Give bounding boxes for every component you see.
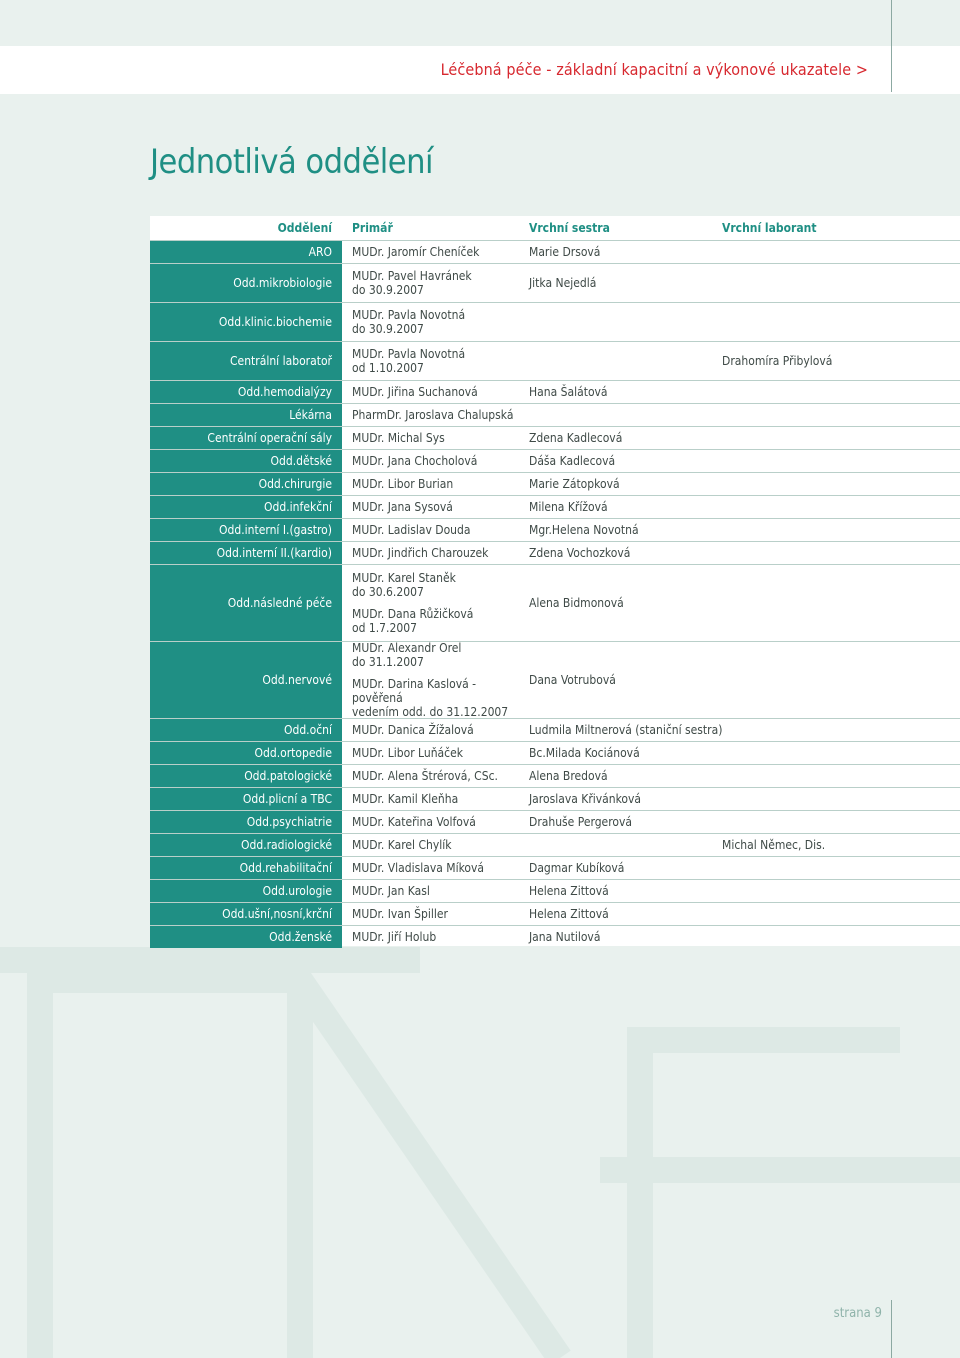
department-cell: Odd.rehabilitační [150,857,342,879]
table-row [150,473,960,495]
primar-cell [342,742,529,764]
primar-cell [342,857,529,879]
primar-line: MUDr. Jana Sysová [352,500,453,514]
primar-cell [342,473,529,495]
primar-cell [342,880,529,902]
table-row [150,811,960,833]
department-cell: Odd.ortopedie [150,742,342,764]
department-cell: Odd.následné péče [150,565,342,641]
primar-line: MUDr. Jana Chocholová [352,454,478,468]
table-row [150,719,960,741]
primar-line: MUDr. Darina Kaslová - pověřená [352,677,477,705]
department-cell: Odd.patologické [150,765,342,787]
primar-line: MUDr. Pavla Novotná [352,347,466,361]
table-body [150,240,960,948]
primar-line: PharmDr. Jaroslava Chalupská [352,408,514,422]
laborant-cell [722,303,960,341]
laborant-cell [722,926,960,948]
primar-cell [342,565,529,641]
primar-cell [342,303,529,341]
primar-line: MUDr. Alexandr Orel [352,641,462,655]
table-row [150,404,960,426]
table-row [150,857,960,879]
department-cell: Odd.dětské [150,450,342,472]
sestra-cell: Milena Křížová [529,500,608,514]
primar-line: MUDr. Alena Štrérová, CSc. [352,769,498,783]
table-row [150,519,960,541]
laborant-cell [722,903,960,925]
primar-line: do 30.9.2007 [352,283,424,297]
department-cell: Odd.interní II.(kardio) [150,542,342,564]
primar-line: MUDr. Libor Luňáček [352,746,463,760]
table-row [150,903,960,925]
table-row [150,427,960,449]
sestra-cell: Drahuše Pergerová [529,815,632,829]
primar-line: MUDr. Pavel Havránek [352,269,472,283]
primar-cell [342,811,529,833]
primar-cell [342,788,529,810]
laborant-cell [722,542,960,564]
primar-cell [342,264,529,302]
primar-line: MUDr. Jiří Holub [352,930,437,944]
department-cell: Odd.infekční [150,496,342,518]
sestra-cell: Dáša Kadlecová [529,454,616,468]
sestra-cell: Zdena Vochozková [529,546,631,560]
laborant-cell [722,381,960,403]
column-header-department: Oddělení [150,216,342,240]
primar-line: do 31.1.2007 [352,655,424,669]
table-row [150,926,960,948]
table-row [150,765,960,787]
laborant-cell [722,642,960,718]
laborant-cell [722,496,960,518]
table-row [150,742,960,764]
primar-line: MUDr. Dana Růžičková [352,607,474,621]
primar-cell [342,719,529,741]
table-header [150,216,960,240]
table-row [150,241,960,263]
primar-line: MUDr. Jiřina Suchanová [352,385,478,399]
laborant-cell [722,811,960,833]
department-cell: Odd.chirurgie [150,473,342,495]
primar-cell [342,834,529,856]
table-row [150,834,960,856]
page-title: Jednotlivá oddělení [150,142,434,182]
table-row [150,565,960,641]
section-breadcrumb[interactable]: Léčebná péče - základní kapacitní a výkonové ukazatele > [440,60,868,79]
department-cell: Odd.interní I.(gastro) [150,519,342,541]
department-cell: Odd.oční [150,719,342,741]
department-cell: Centrální operační sály [150,427,342,449]
sestra-cell [529,404,722,426]
department-cell: Lékárna [150,404,342,426]
primar-cell [342,903,529,925]
laborant-cell [722,565,960,641]
sestra-cell: Zdena Kadlecová [529,431,623,445]
primar-line: MUDr. Karel Chylík [352,838,452,852]
laborant-cell [722,719,960,741]
laborant-cell [722,880,960,902]
laborant-cell [722,519,960,541]
primar-cell [342,241,529,263]
laborant-cell [722,765,960,787]
primar-line: do 30.6.2007 [352,585,424,599]
primar-line: MUDr. Jan Kasl [352,884,430,898]
sestra-cell: Hana Šalátová [529,385,608,399]
primar-line: MUDr. Ladislav Douda [352,523,471,537]
table-row [150,542,960,564]
laborant-cell [722,404,960,426]
sestra-cell: Mgr.Helena Novotná [529,523,639,537]
primar-cell [342,926,529,948]
department-cell: Odd.plicní a TBC [150,788,342,810]
sestra-cell [529,834,722,856]
sestra-cell: Ludmila Miltnerová (staniční sestra) [529,723,723,737]
primar-line: od 1.10.2007 [352,361,424,375]
sestra-cell: Alena Bidmonová [529,596,624,610]
department-cell: Odd.nervové [150,642,342,718]
primar-cell [342,450,529,472]
department-cell: ARO [150,241,342,263]
primar-cell [342,427,529,449]
department-table [150,216,960,948]
laborant-cell [722,788,960,810]
primar-cell [342,642,529,718]
primar-cell [342,519,529,541]
table-row [150,264,960,302]
department-cell: Odd.mikrobiologie [150,264,342,302]
laborant-cell [722,857,960,879]
department-cell: Odd.ženské [150,926,342,948]
department-cell: Odd.urologie [150,880,342,902]
primar-line: MUDr. Pavla Novotná [352,308,466,322]
sestra-cell: Helena Zittová [529,884,609,898]
divider-top [891,0,892,92]
table-row [150,381,960,403]
primar-line: MUDr. Libor Burian [352,477,454,491]
primar-line: MUDr. Michal Sys [352,431,445,445]
column-header-laborant: Vrchní laborant [722,221,817,235]
sestra-cell: Dagmar Kubíková [529,861,625,875]
sestra-cell: Jaroslava Křivánková [529,792,642,806]
primar-cell [342,381,529,403]
department-cell: Odd.psychiatrie [150,811,342,833]
laborant-cell: Michal Němec, Dis. [722,838,826,852]
table-row [150,303,960,341]
department-cell: Odd.hemodialýzy [150,381,342,403]
column-header-sestra: Vrchní sestra [529,221,610,235]
laborant-cell [722,427,960,449]
primar-line: MUDr. Kamil Kleňha [352,792,459,806]
laborant-cell [722,473,960,495]
table-row [150,450,960,472]
primar-line: vedením odd. do 31.12.2007 [352,705,509,719]
sestra-cell: Marie Drsová [529,245,601,259]
primar-line: MUDr. Jaromír Cheníček [352,245,480,259]
primar-cell [342,765,529,787]
laborant-cell [722,450,960,472]
table-row [150,642,960,718]
primar-cell [342,404,529,426]
sestra-cell: Marie Zátopková [529,477,620,491]
primar-line: MUDr. Vladislava Míková [352,861,484,875]
divider-bottom [891,1300,892,1358]
primar-cell [342,496,529,518]
department-cell: Odd.ušní,nosní,krční [150,903,342,925]
sestra-cell: Dana Votrubová [529,673,616,687]
laborant-cell: Drahomíra Přibylová [722,354,833,368]
department-cell: Centrální laboratoř [150,342,342,380]
department-cell: Odd.klinic.biochemie [150,303,342,341]
laborant-cell [722,241,960,263]
column-header-primar: Primář [352,221,393,235]
department-cell: Odd.radiologické [150,834,342,856]
sestra-cell: Alena Bredová [529,769,608,783]
primar-line: MUDr. Jindřich Charouzek [352,546,489,560]
primar-cell [342,342,529,380]
primar-cell [342,542,529,564]
sestra-cell: Jana Nutilová [529,930,601,944]
sestra-cell [529,342,722,380]
sestra-cell: Jitka Nejedlá [529,276,597,290]
table-row [150,880,960,902]
page-number: strana 9 [833,1306,882,1321]
primar-line: od 1.7.2007 [352,621,417,635]
sestra-cell: Bc.Milada Kociánová [529,746,640,760]
primar-line: MUDr. Danica Žížalová [352,723,474,737]
primar-line: MUDr. Ivan Špiller [352,907,448,921]
laborant-cell [722,742,960,764]
primar-line: do 30.9.2007 [352,322,424,336]
table-row [150,342,960,380]
laborant-cell [722,264,960,302]
sestra-cell [529,303,722,341]
primar-line: MUDr. Kateřina Volfová [352,815,476,829]
table-row [150,788,960,810]
primar-line: MUDr. Karel Staněk [352,571,456,585]
table-row [150,496,960,518]
sestra-cell: Helena Zittová [529,907,609,921]
